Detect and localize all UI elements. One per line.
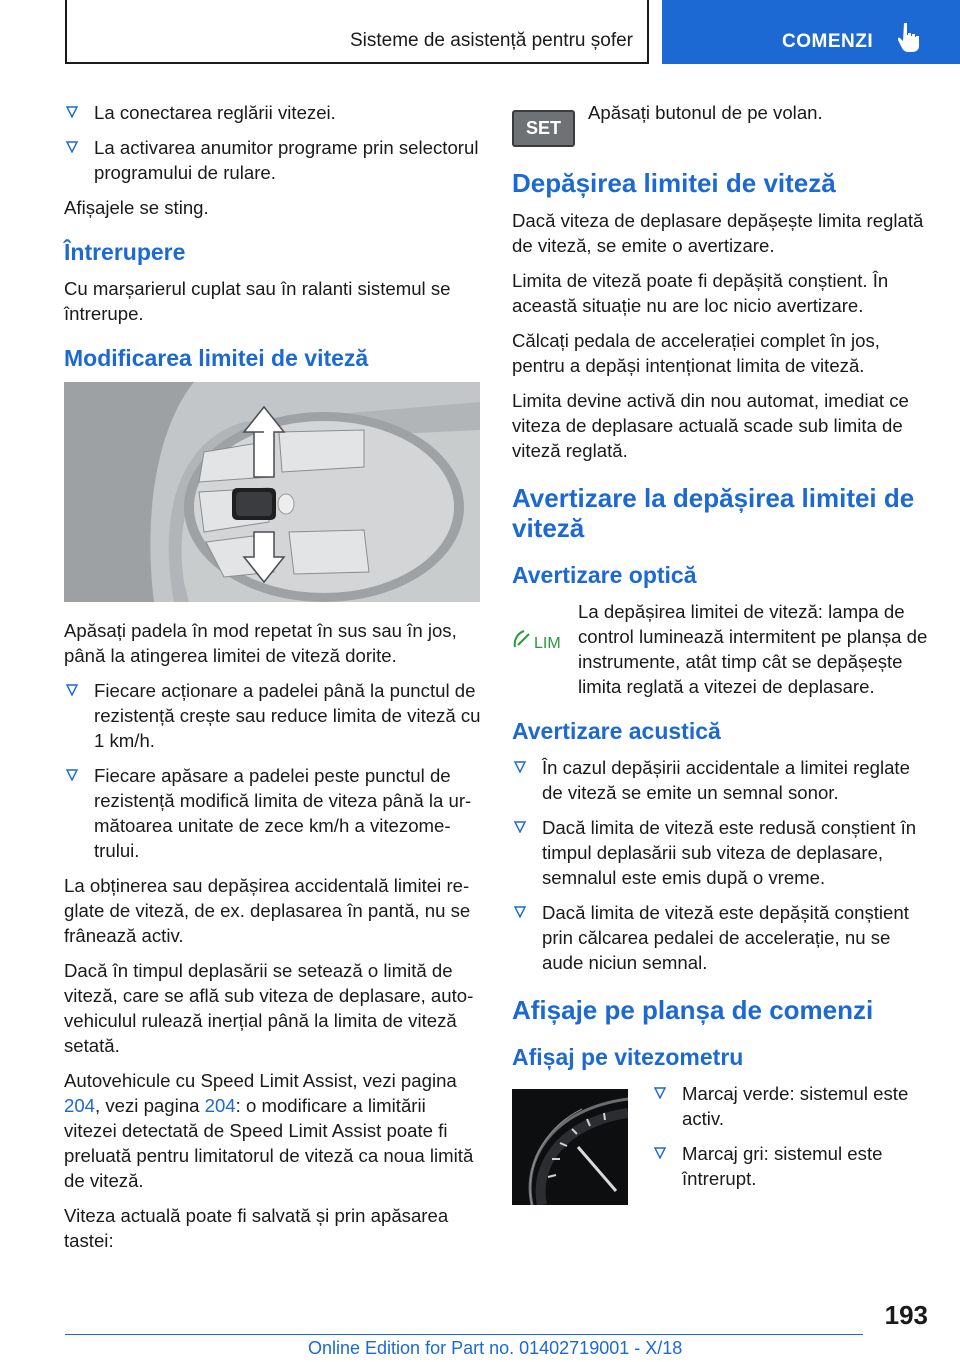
list-item [64, 678, 482, 753]
speedometer-image [512, 1089, 628, 1205]
list-item-text: Fiecare acționare a padelei până la punctul de rezistență crește sau reduce limita de viteză cu 1 km/h. [94, 680, 481, 751]
triangle-bullet-icon [66, 684, 78, 696]
list-item-text: Dacă limita de viteză este depășită conștient prin călcarea pedalei de accelerație, nu se aude niciun semnal. [542, 902, 909, 973]
set-button-icon: SET [512, 110, 575, 147]
page-link-204[interactable]: 204 [64, 1095, 96, 1116]
triangle-bullet-icon [514, 906, 526, 918]
header-section-box [65, 0, 649, 64]
footer-divider [65, 1334, 863, 1335]
list-item [512, 815, 928, 890]
heading-vitezometru: Afișaj pe vitezometru [512, 1044, 744, 1070]
lim-label: LIM [534, 635, 561, 652]
triangle-bullet-icon [66, 141, 78, 153]
paragraph: Cu marșarierul cuplat sau în ralanti sistemul se întrerupe. [64, 278, 451, 324]
triangle-bullet-icon [654, 1087, 666, 1099]
page-link-204-second[interactable]: 204 [204, 1095, 236, 1116]
paragraph: Limita devine activă din nou automat, imediat ce viteza de deplasare actuală scade sub limita de viteză reglată. [512, 390, 909, 461]
heading-optica: Avertizare optică [512, 562, 697, 588]
heading-depasirea: Depășirea limitei de viteză [512, 168, 836, 198]
paragraph: Dacă viteza de deplasare depășește limita reglată de viteză, se emite o avertizare. [512, 210, 924, 256]
heading-modificare: Modificarea limitei de viteză [64, 345, 369, 371]
right-column [512, 100, 928, 1199]
text-span: , vezi pagina [95, 1095, 205, 1116]
paragraph: Afișajele se sting. [64, 197, 209, 218]
list-item [652, 1141, 928, 1191]
list-item-text: Marcaj verde: sistemul este activ. [682, 1083, 909, 1129]
header-tab-label: COMENZI [782, 31, 874, 52]
list-item-text: Marcaj gri: sistemul este întrerupt. [682, 1143, 883, 1189]
heading-afisaje: Afișaje pe planșa de comenzi [512, 995, 874, 1025]
list-item-text: În cazul depășirii accidentale a limitei reglate de viteză se emite un semnal sonor. [542, 757, 910, 803]
hand-pointer-icon [898, 22, 920, 52]
paragraph: Viteza actuală poate fi salvată și prin apăsarea tastei: [64, 1205, 449, 1251]
triangle-bullet-icon [514, 761, 526, 773]
heading-acustica: Avertizare acustică [512, 718, 721, 744]
paragraph: La depășirea limitei de viteză: lampa de control luminează intermitent pe planșa de instrumente, atât timp cât se depășește limita reglată a vitezei de deplasare. [578, 601, 928, 697]
triangle-bullet-icon [66, 769, 78, 781]
triangle-bullet-icon [654, 1147, 666, 1159]
list-item-text: Fiecare apăsare a padelei peste punctul de rezistență modifică limita de viteza până la următoarea unitate de zece km/h a vitezometrului. [94, 765, 472, 861]
paragraph: Limita de viteză poate fi depășită conștient. În această situație nu are loc nicio avertizare. [512, 270, 889, 316]
list-item [64, 135, 482, 185]
heading-intrerupere: Întrerupere [64, 239, 186, 265]
text-span: Autovehicule cu Speed Limit Assist, vezi pagina [64, 1070, 457, 1091]
set-button-text: Apăsați butonul de pe volan. [588, 102, 823, 123]
speedometer-row [512, 1081, 928, 1199]
triangle-bullet-icon [66, 106, 78, 118]
page-number: 193 [884, 1300, 928, 1330]
list-item [512, 900, 928, 975]
steering-wheel-image [64, 382, 480, 602]
list-item-text: La activarea anumitor programe prin selectorul programului de rulare. [94, 137, 479, 183]
triangle-bullet-icon [514, 821, 526, 833]
paragraph: La obținerea sau depășirea accidentală limitei reglate de viteză, de ex. deplasarea în pantă, nu se frânează activ. [64, 875, 471, 946]
list-item-text: Dacă limita de viteză este redusă conștient în timpul deplasării sub viteza de deplasare, semnalul este emis după o vreme. [542, 817, 917, 888]
list-item [64, 100, 482, 125]
text-span: : o modificare a limitării vitezei detectată de Speed Limit Assist poate fi preluată pentru limitatorul de viteză ca noua limită de viteză. [64, 1095, 474, 1191]
paragraph: Dacă în timpul deplasării se setează o limită de viteză, care se află sub viteza de deplasare, autovehiculul rulează inerțial până la limita de viteză setată. [64, 960, 474, 1056]
list-item [64, 763, 482, 863]
set-button-row [512, 100, 928, 148]
list-item-text: La conectarea reglării vitezei. [94, 102, 336, 123]
left-column [64, 100, 482, 1263]
list-item [652, 1081, 928, 1131]
paragraph: Călcați pedala de accelerației complet în jos, pentru a depăși intenționat limita de viteză. [512, 330, 880, 376]
paragraph [64, 1068, 482, 1193]
list-item [512, 755, 928, 805]
footer-edition: Online Edition for Part no. 01402719001 - X/18 [308, 1338, 683, 1358]
heading-avertizare: Avertizare la depășirea limitei de viteză [512, 483, 915, 543]
header-section-title: Sisteme de asistență pentru șofer [349, 30, 633, 51]
header-tab[interactable] [662, 0, 960, 64]
paragraph: Apăsați padela în mod repetat în sus sau în jos, până la atingerea limitei de viteză dorite. [64, 620, 457, 666]
lim-warning-row [512, 599, 928, 699]
lim-speedometer-icon [512, 623, 574, 653]
